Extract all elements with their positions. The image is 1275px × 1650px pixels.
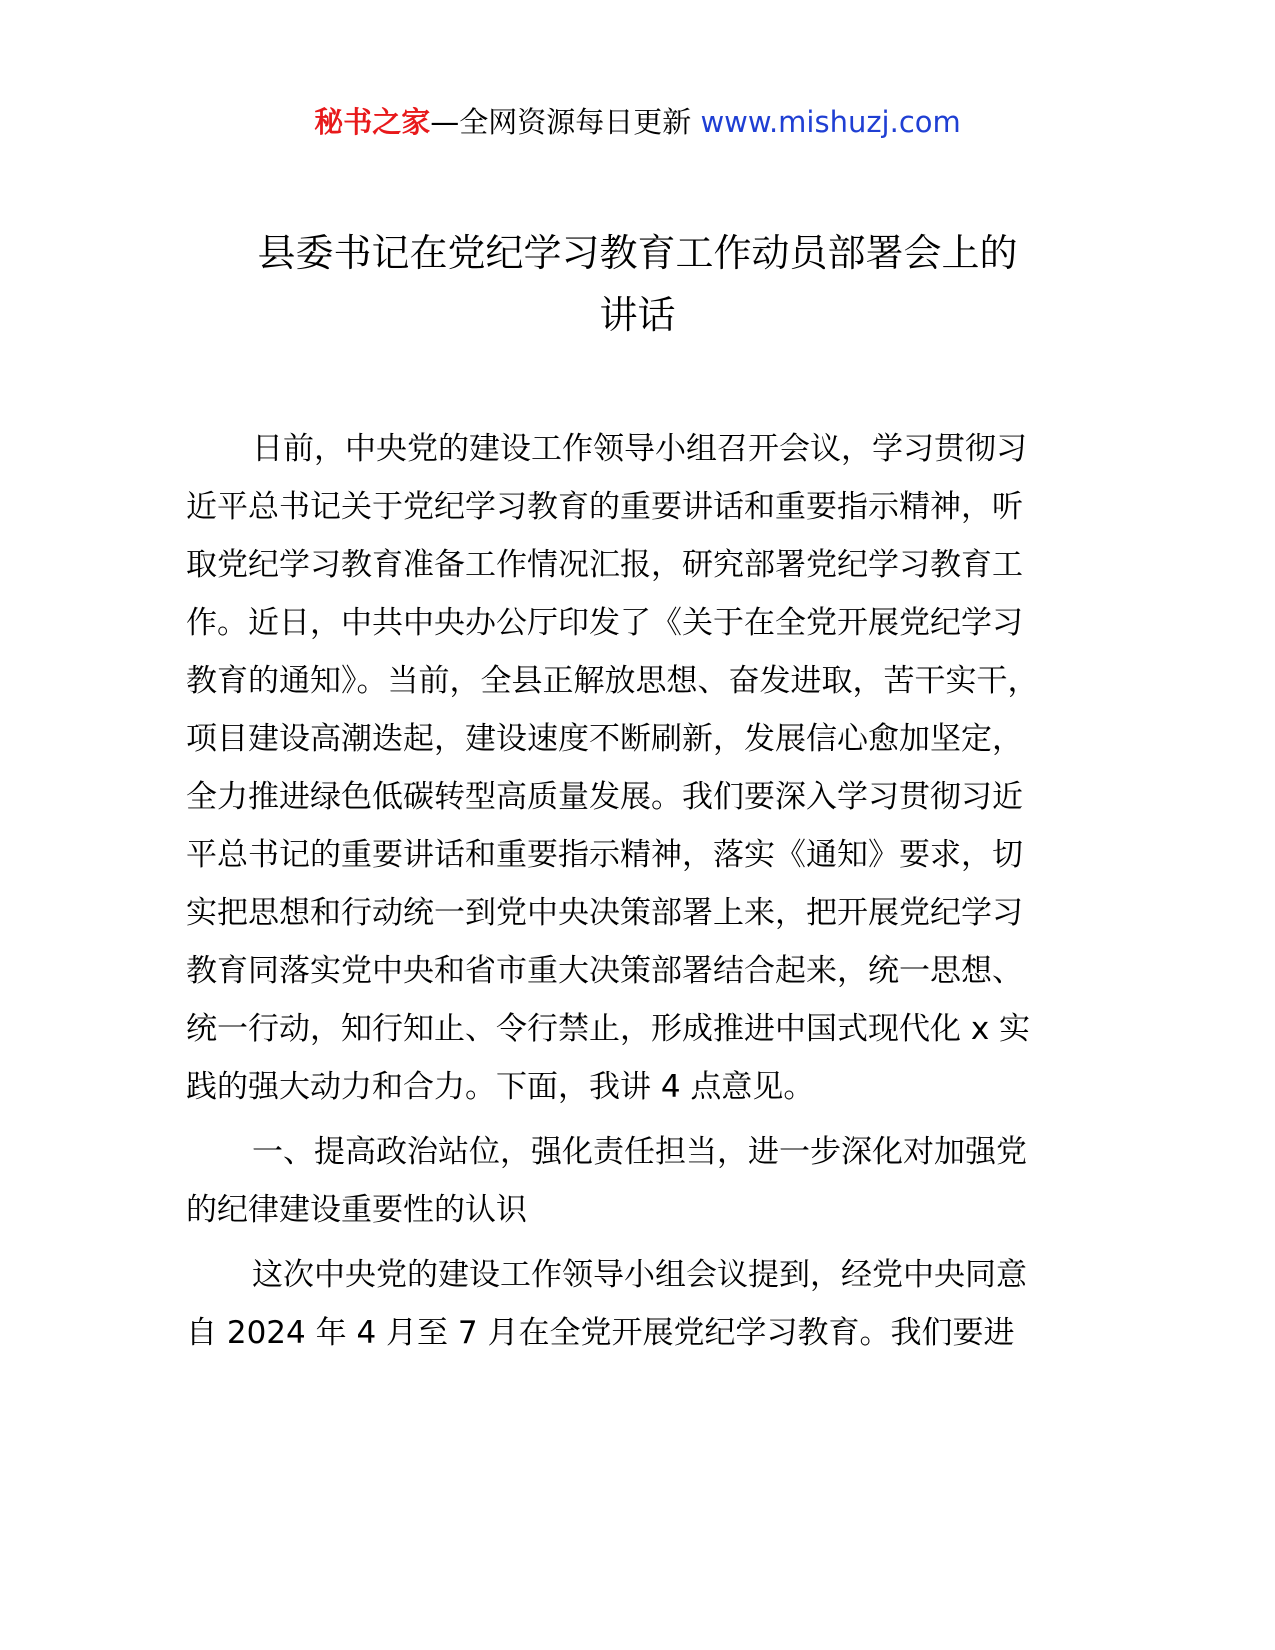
paragraph-line: 践的强大动力和合力。下面，我讲 4 点意见。: [186, 1069, 815, 1105]
brand-name: 秘书之家: [314, 105, 431, 139]
heading-line: 的纪律建设重要性的认识: [186, 1192, 527, 1228]
paragraph-line: 作。近日，中共中央办公厅印发了《关于在全党开展党纪学习: [186, 605, 1023, 641]
paragraph-line: 平总书记的重要讲话和重要指示精神，落实《通知》要求，切: [186, 837, 1023, 873]
paragraph-line: 近平总书记关于党纪学习教育的重要讲话和重要指示精神，听: [186, 489, 1023, 525]
paragraph-line: 统一行动，知行知止、令行禁止，形成推进中国式现代化 x 实: [186, 1011, 1031, 1047]
paragraph-line: 取党纪学习教育准备工作情况汇报，研究部署党纪学习教育工: [186, 547, 1023, 583]
section-heading-1: [186, 1123, 1096, 1239]
paragraph-line: 实把思想和行动统一到党中央决策部署上来，把开展党纪学习: [186, 895, 1023, 931]
document-body: [186, 420, 1096, 1369]
paragraph-line: 自 2024 年 4 月至 7 月在全党开展党纪学习教育。我们要进: [186, 1315, 1015, 1351]
section-1-paragraph: [186, 1246, 1096, 1362]
paragraph-line: 全力推进绿色低碳转型高质量发展。我们要深入学习贯彻习近: [186, 779, 1023, 815]
site-url-link[interactable]: www.mishuzj.com: [700, 105, 961, 139]
site-header: [0, 100, 1275, 144]
intro-paragraph: [186, 420, 1096, 1116]
paragraph-line: 这次中央党的建设工作领导小组会议提到，经党中央同意: [252, 1257, 1027, 1293]
paragraph-line: 项目建设高潮迭起，建设速度不断刷新，发展信心愈加坚定，: [186, 721, 1023, 757]
header-slogan: —全网资源每日更新: [430, 105, 692, 139]
document-title: [150, 222, 1125, 346]
heading-line: 一、提高政治站位，强化责任担当，进一步深化对加强党: [252, 1134, 1027, 1170]
paragraph-line: 教育的通知》。当前，全县正解放思想、奋发进取，苦干实干，: [186, 663, 1039, 699]
document-title-line-1: 县委书记在党纪学习教育工作动员部署会上的: [257, 231, 1018, 275]
paragraph-line: 日前，中央党的建设工作领导小组召开会议，学习贯彻习: [252, 431, 1027, 467]
paragraph-line: 教育同落实党中央和省市重大决策部署结合起来，统一思想、: [186, 953, 1023, 989]
document-title-line-2: 讲话: [599, 293, 676, 337]
